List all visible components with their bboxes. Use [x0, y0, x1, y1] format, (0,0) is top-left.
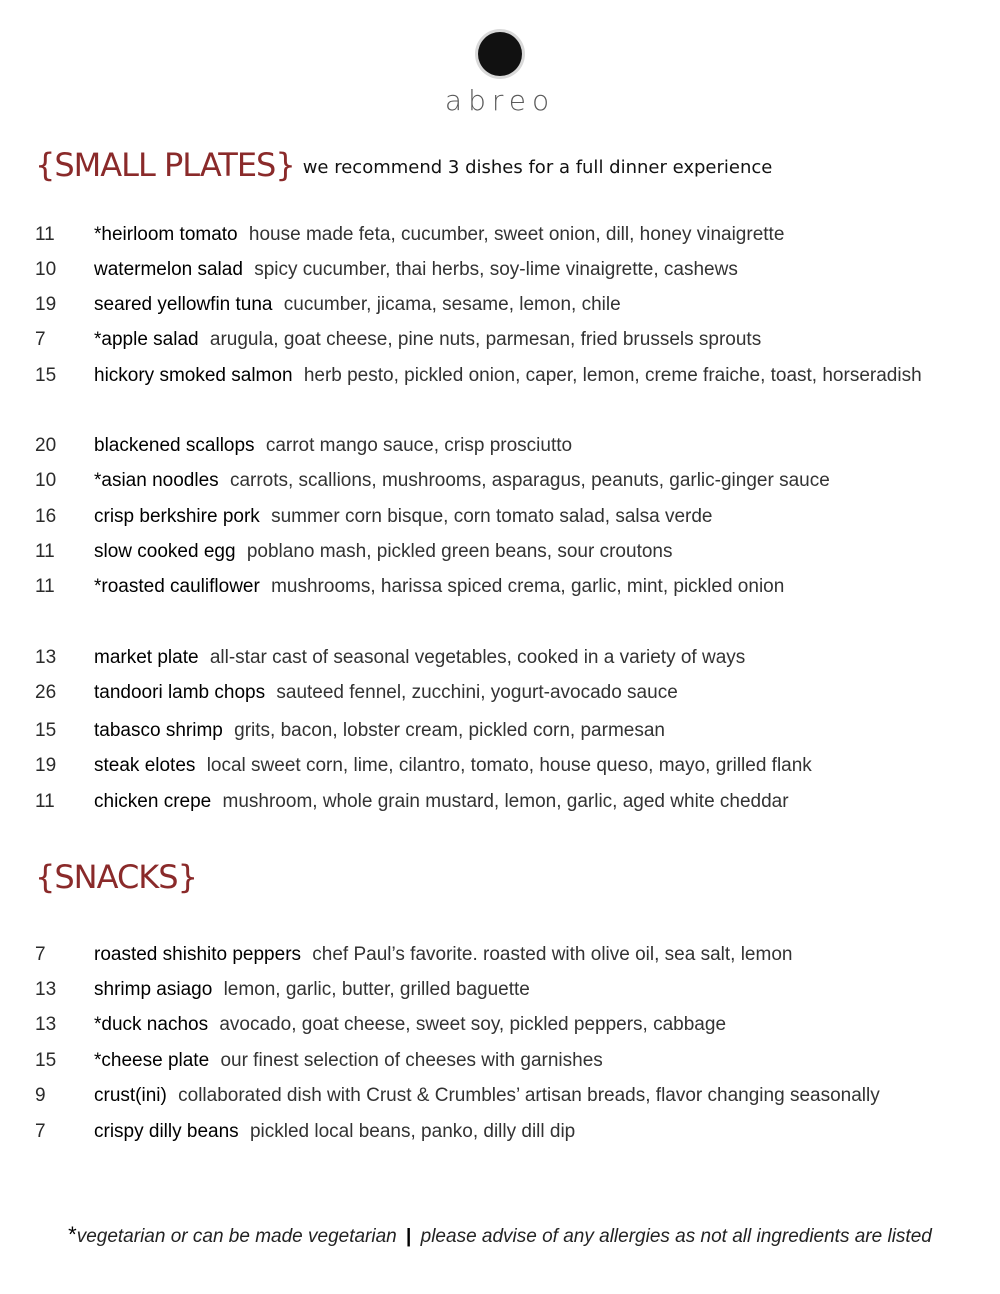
item-name: seared yellowfin tuna: [94, 294, 273, 315]
asterisk: *: [68, 1222, 77, 1247]
item-price: 16: [35, 506, 57, 527]
snacks-heading: [35, 858, 197, 896]
small-plates-title: {SMALL PLATES}: [35, 146, 295, 184]
item-price: 15: [35, 720, 57, 741]
item-name: *heirloom tomato: [94, 224, 238, 245]
logo: [0, 32, 1000, 117]
item-name: crust(ini): [94, 1085, 167, 1106]
item-price: 13: [35, 647, 57, 668]
item-price: 11: [35, 541, 55, 562]
item-description: chef Paul’s favorite. roasted with olive oil, sea salt, lemon: [312, 944, 793, 965]
item-name: watermelon salad: [94, 259, 243, 280]
item-name: *cheese plate: [94, 1050, 210, 1071]
item-price: 11: [35, 791, 55, 812]
item-description: summer corn bisque, corn tomato salad, salsa verde: [271, 506, 713, 527]
item-price: 26: [35, 682, 57, 703]
brand-name: abreo: [444, 84, 556, 117]
item-description: spicy cucumber, thai herbs, soy-lime vinaigrette, cashews: [254, 259, 738, 280]
item-description: all-star cast of seasonal vegetables, cooked in a variety of ways: [209, 647, 746, 668]
item-description: arugula, goat cheese, pine nuts, parmesan, fried brussels sprouts: [209, 329, 762, 350]
snacks-title: {SNACKS}: [35, 858, 197, 896]
item-description: carrot mango sauce, crisp prosciutto: [265, 435, 573, 456]
item-description: poblano mash, pickled green beans, sour croutons: [246, 541, 673, 562]
item-name: chicken crepe: [94, 791, 212, 812]
item-name: steak elotes: [94, 755, 196, 776]
item-description: mushroom, whole grain mustard, lemon, garlic, aged white cheddar: [222, 791, 789, 812]
item-description: avocado, goat cheese, sweet soy, pickled peppers, cabbage: [219, 1014, 727, 1035]
item-name: crispy dilly beans: [94, 1121, 239, 1142]
item-description: herb pesto, pickled onion, caper, lemon, creme fraiche, toast, horseradish: [303, 365, 922, 386]
item-price: 19: [35, 294, 57, 315]
item-description: sauteed fennel, zucchini, yogurt-avocado sauce: [276, 682, 678, 703]
item-price: 19: [35, 755, 57, 776]
footnote-separator: |: [406, 1226, 412, 1247]
small-plates-heading: [35, 146, 772, 184]
item-price: 7: [35, 944, 46, 965]
vegetarian-note: vegetarian or can be made vegetarian: [76, 1226, 397, 1247]
item-description: carrots, scallions, mushrooms, asparagus, peanuts, garlic-ginger sauce: [229, 470, 830, 491]
allergy-note: please advise of any allergies as not all ingredients are listed: [420, 1226, 932, 1247]
item-name: *duck nachos: [94, 1014, 209, 1035]
item-description: collaborated dish with Crust & Crumbles’ artisan breads, flavor changing seasonally: [178, 1085, 880, 1106]
item-name: tandoori lamb chops: [94, 682, 266, 703]
item-name: market plate: [94, 647, 199, 668]
item-name: *apple salad: [94, 329, 199, 350]
item-price: 11: [35, 576, 55, 597]
item-price: 11: [35, 224, 55, 245]
item-price: 13: [35, 1014, 57, 1035]
item-price: 10: [35, 259, 57, 280]
item-price: 7: [35, 329, 46, 350]
item-name: tabasco shrimp: [94, 720, 223, 741]
item-description: lemon, garlic, butter, grilled baguette: [223, 979, 530, 1000]
item-price: 9: [35, 1085, 46, 1106]
item-name: roasted shishito peppers: [94, 944, 302, 965]
item-name: crisp berkshire pork: [94, 506, 260, 527]
item-name: *asian noodles: [94, 470, 219, 491]
item-name: hickory smoked salmon: [94, 365, 293, 386]
item-price: 15: [35, 365, 57, 386]
item-description: mushrooms, harissa spiced crema, garlic, mint, pickled onion: [271, 576, 785, 597]
item-price: 10: [35, 470, 57, 491]
footnote: [0, 1222, 1000, 1248]
item-description: pickled local beans, panko, dilly dill dip: [249, 1121, 576, 1142]
item-description: our finest selection of cheeses with garnishes: [220, 1050, 603, 1071]
item-price: 15: [35, 1050, 57, 1071]
item-name: *roasted cauliflower: [94, 576, 260, 597]
item-description: grits, bacon, lobster cream, pickled corn, parmesan: [234, 720, 665, 741]
item-name: shrimp asiago: [94, 979, 213, 1000]
item-price: 20: [35, 435, 57, 456]
item-name: blackened scallops: [94, 435, 255, 456]
item-description: local sweet corn, lime, cilantro, tomato, house queso, mayo, grilled flank: [206, 755, 812, 776]
item-price: 7: [35, 1121, 46, 1142]
item-price: 13: [35, 979, 57, 1000]
item-description: house made feta, cucumber, sweet onion, dill, honey vinaigrette: [248, 224, 785, 245]
item-description: cucumber, jicama, sesame, lemon, chile: [283, 294, 621, 315]
small-plates-note: we recommend 3 dishes for a full dinner experience: [302, 157, 773, 178]
logo-circle-icon: [478, 32, 522, 76]
item-name: slow cooked egg: [94, 541, 236, 562]
